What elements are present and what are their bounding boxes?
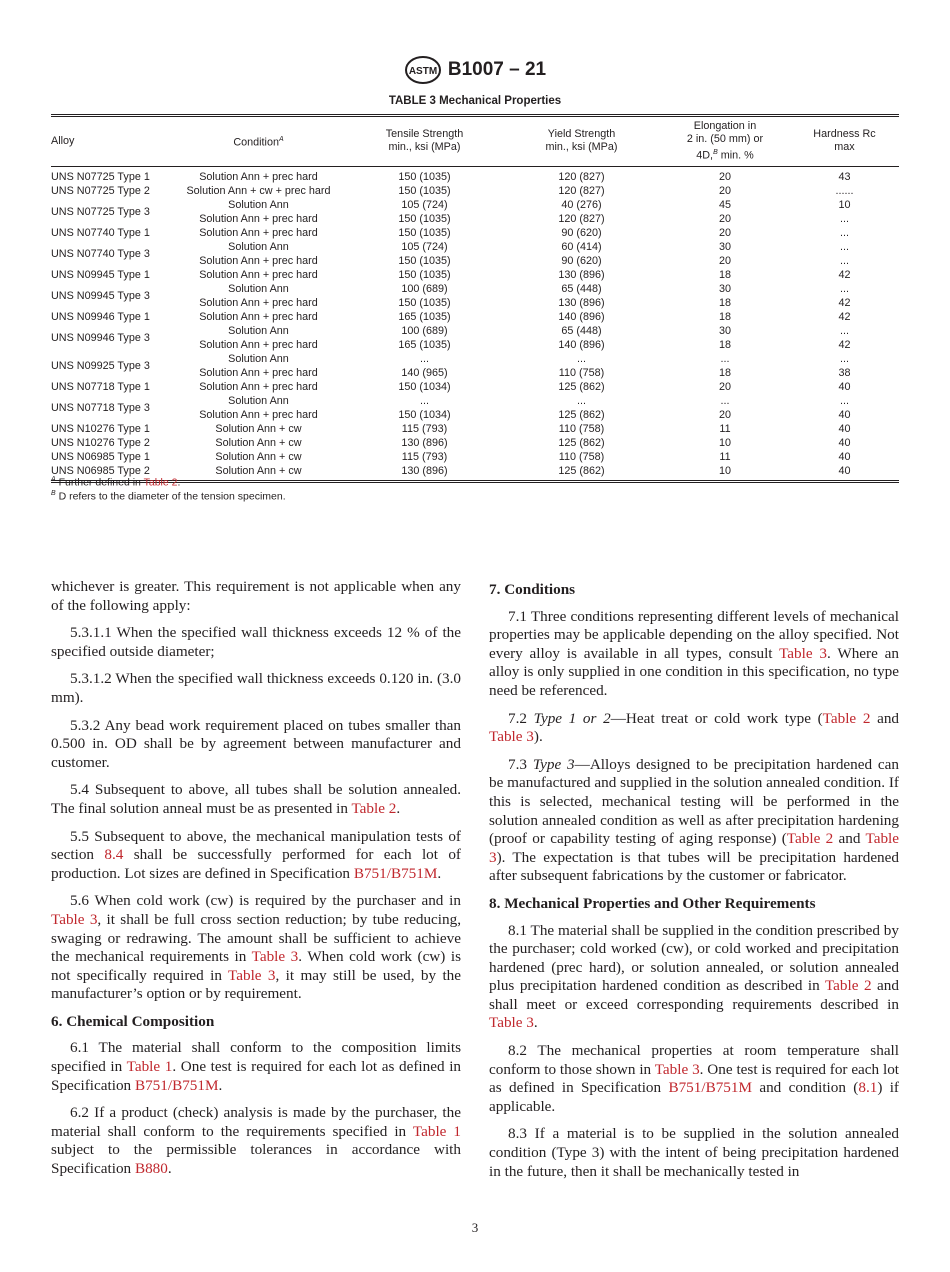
text: 6.1 The material shall conform to the composition limits specified in	[51, 1039, 461, 1076]
col-yield: Yield Strength min., ksi (MPa)	[503, 116, 660, 167]
elongation-cell: 18	[718, 310, 731, 323]
cross-reference-link[interactable]: Table 3	[489, 1014, 534, 1032]
alloy-cell: UNS N07725 Type 1	[51, 170, 150, 183]
text: and condition (	[752, 1079, 859, 1097]
paragraph	[51, 781, 461, 818]
table-row	[51, 338, 899, 352]
alloy-cell: UNS N07718 Type 3	[51, 401, 150, 414]
tensile-cell: 150 (1035)	[398, 296, 451, 309]
alloy-cell: UNS N07725 Type 3	[51, 205, 150, 218]
page-header	[0, 55, 950, 85]
page-number: 3	[471, 1220, 479, 1235]
text: 8.1 The material shall be supplied in the condition prescribed by the purchaser; cold worked (cw), or cold worked and precipitation hardened (prec hard), or solution annealed, or solution annealed plus precipitation hardened condition as described in	[489, 921, 899, 995]
hardness-cell: ...	[840, 226, 849, 239]
elongation-cell: 45	[718, 198, 731, 211]
text: . One test is required for each lot as defined in Specification	[489, 1060, 900, 1097]
condition-cell: Solution Ann + cw	[215, 436, 302, 449]
hardness-cell: 42	[838, 268, 851, 281]
paragraph	[489, 710, 899, 747]
hardness-cell: 40	[838, 380, 851, 393]
hardness-cell: 42	[838, 296, 851, 309]
elongation-cell: 10	[660, 464, 790, 482]
condition-cell: Solution Ann + cw	[215, 450, 302, 463]
elongation-cell: 20	[718, 212, 731, 225]
alloy-cell: UNS N10276 Type 2	[51, 436, 150, 449]
cross-reference-link[interactable]: B880	[134, 1160, 168, 1178]
table-row	[51, 240, 899, 254]
alloy-cell: UNS N07725 Type 2	[51, 184, 150, 197]
condition-cell: Solution Ann	[228, 282, 289, 295]
hardness-cell: ...	[840, 212, 849, 225]
text: , it may still be used, by the manufacturer’s option or by requirement.	[51, 966, 461, 1003]
cross-reference-link[interactable]: 8.4	[104, 846, 124, 864]
text: .	[167, 1160, 172, 1178]
col-tensile: Tensile Strength min., ksi (MPa)	[346, 116, 503, 167]
elongation-cell: 20	[718, 226, 731, 239]
cross-reference-link[interactable]: Table 2	[824, 977, 872, 995]
yield-cell: 130 (896)	[558, 296, 605, 309]
alloy-cell: UNS N09945 Type 1	[51, 268, 150, 281]
yield-cell: 110 (758)	[558, 450, 605, 463]
text: 5.6 When cold work (cw) is required by the purchaser and in	[70, 892, 461, 910]
yield-cell: ...	[577, 394, 586, 407]
text: 7.2	[508, 709, 534, 727]
hardness-cell: 40	[838, 450, 851, 463]
designation: B1007 – 21	[447, 59, 547, 80]
table-row	[51, 408, 899, 422]
left-column	[51, 578, 461, 1188]
elongation-cell: 10	[718, 436, 731, 449]
footnote-a	[51, 476, 180, 489]
paragraph	[489, 922, 899, 1034]
tensile-cell: 150 (1035)	[398, 226, 451, 239]
yield-cell: 130 (896)	[558, 268, 605, 281]
alloy-cell: UNS N06985 Type 2	[51, 464, 171, 482]
alloy-cell: UNS N07718 Type 1	[51, 380, 150, 393]
table-row	[51, 324, 899, 338]
section-heading	[489, 581, 899, 600]
elongation-cell: 18	[718, 268, 731, 281]
tensile-cell: 150 (1035)	[398, 254, 451, 267]
text: Further defined in	[55, 476, 144, 489]
yield-cell: 110 (758)	[558, 366, 605, 379]
elongation-cell: 20	[718, 408, 731, 421]
yield-cell: 120 (827)	[558, 184, 605, 197]
hardness-cell: 10	[838, 198, 851, 211]
elongation-cell: 30	[718, 282, 731, 295]
condition-cell: Solution Ann + prec hard	[199, 380, 318, 393]
condition-cell: Solution Ann + cw	[171, 464, 346, 482]
yield-cell: 90 (620)	[561, 254, 602, 267]
text: . When cold work (cw) is not specifically required in	[51, 948, 461, 984]
condition-cell: Solution Ann	[228, 240, 289, 253]
paragraph	[51, 892, 461, 1004]
footnote-mark: A	[51, 476, 56, 483]
table-row	[51, 282, 899, 296]
table-row	[51, 310, 899, 324]
text: 7. Conditions	[489, 581, 576, 598]
condition-cell: Solution Ann	[228, 352, 289, 365]
cross-reference-link[interactable]: Table 3	[489, 728, 534, 746]
table-row	[51, 268, 899, 282]
condition-cell: Solution Ann + prec hard	[199, 296, 318, 309]
tensile-cell: 150 (1035)	[398, 170, 451, 183]
hardness-cell: ...	[840, 282, 849, 295]
elongation-cell: 30	[718, 324, 731, 337]
table-row	[51, 380, 899, 394]
hardness-cell: 38	[838, 366, 851, 379]
tensile-cell: 115 (793)	[401, 450, 448, 463]
text: , it shall be full cross section reduction; by tube reducing, swaging or redrawing. The amount shall be sufficient to achieve the mechanical requirements in	[51, 910, 461, 966]
alloy-cell: UNS N07740 Type 3	[51, 247, 150, 260]
col-alloy: Alloy	[51, 116, 171, 167]
right-column	[489, 578, 899, 1190]
elongation-cell: 30	[718, 240, 731, 253]
yield-cell: 65 (448)	[561, 324, 602, 337]
yield-cell: 140 (896)	[558, 310, 605, 323]
condition-cell: Solution Ann + prec hard	[199, 170, 318, 183]
cross-reference-link[interactable]: Table 1	[126, 1058, 173, 1076]
text: whichever is greater. This requirement is not applicable when any of the following apply:	[51, 578, 461, 614]
table-row	[51, 436, 899, 450]
paragraph	[489, 756, 899, 886]
tensile-cell: 165 (1035)	[398, 310, 451, 323]
paragraph	[51, 1104, 461, 1178]
table-row	[51, 166, 899, 184]
text: and shall meet or exceed corresponding requirements described in	[489, 977, 899, 1013]
table-row	[51, 198, 899, 212]
alloy-cell: UNS N07740 Type 1	[51, 226, 150, 239]
svg-text:ASTM: ASTM	[408, 66, 438, 77]
col-condition: Condition$^A$	[171, 116, 346, 167]
hardness-cell: ...	[840, 254, 849, 267]
cross-reference-link[interactable]: Table 2	[143, 476, 178, 489]
text: .	[177, 476, 181, 489]
text: .	[396, 799, 401, 817]
table-row	[51, 422, 899, 436]
condition-cell: Solution Ann + prec hard	[199, 254, 318, 267]
text: 5.5 Subsequent to above, the mechanical manipulation tests of section	[51, 827, 461, 864]
hardness-cell: 40	[838, 408, 851, 421]
paragraph	[51, 828, 461, 884]
tensile-cell: 150 (1035)	[398, 212, 451, 225]
elongation-cell: 20	[718, 170, 731, 183]
text: ).	[533, 728, 543, 746]
tensile-cell: 115 (793)	[401, 422, 448, 435]
text: D refers to the diameter of the tension specimen.	[55, 490, 286, 503]
yield-cell: 110 (758)	[558, 422, 605, 435]
text: 8. Mechanical Properties and Other Requirements	[489, 894, 816, 912]
tensile-cell: ...	[420, 352, 429, 365]
paragraph	[489, 608, 899, 701]
hardness-cell: 43	[838, 170, 851, 183]
table-row	[51, 394, 899, 408]
text: shall be successfully performed for each lot of production. Lot sizes are defined in Specification	[51, 846, 461, 882]
tensile-cell: 150 (1034)	[398, 380, 451, 393]
tensile-cell: 130 (896)	[401, 436, 448, 449]
text: —Heat treat or cold work type (	[610, 709, 823, 727]
text: 5.3.1.2 When the specified wall thickness exceeds 0.120 in. (3.0 mm).	[51, 670, 461, 706]
text: 8.3 If a material is to be supplied in the solution annealed condition (Type 3) with the intent of being precipitation hardened in the future, then it shall be mechanically tested in	[489, 1125, 899, 1180]
elongation-cell: 11	[719, 422, 731, 435]
yield-cell: 40 (276)	[561, 198, 602, 211]
paragraph	[489, 1042, 899, 1116]
paragraph	[51, 670, 461, 707]
text: subject to the permissible tolerances in accordance with Specification	[51, 1141, 461, 1178]
text: ) if applicable.	[489, 1079, 899, 1115]
tensile-cell: ...	[420, 394, 429, 407]
condition-cell: Solution Ann	[228, 198, 289, 211]
condition-cell: Solution Ann	[228, 324, 289, 337]
table-title: TABLE 3 Mechanical Properties	[388, 95, 562, 107]
cross-reference-link[interactable]: B751/B751M	[353, 864, 438, 882]
yield-cell: 65 (448)	[561, 282, 602, 295]
text: .	[218, 1076, 223, 1094]
tensile-cell: 165 (1035)	[398, 338, 451, 351]
table-row	[51, 366, 899, 380]
cross-reference-link[interactable]: Table 2	[822, 709, 871, 727]
text: 8.2 The mechanical properties at room temperature shall conform to those shown in	[489, 1042, 899, 1078]
text: ). The expectation is that tubes will be precipitation hardened after subsequent fabrications by the customer or fabricator.	[489, 848, 899, 885]
cross-reference-link[interactable]: B751/B751M	[668, 1079, 752, 1097]
text: 5.4 Subsequent to above, all tubes shall be solution annealed. The final solution anneal must be as presented in	[51, 781, 461, 817]
table-row	[51, 352, 899, 366]
hardness-cell: ......	[835, 184, 854, 197]
elongation-cell: ...	[720, 394, 730, 407]
hardness-cell: 42	[838, 338, 851, 351]
text: 5.3.2 Any bead work requirement placed on tubes smaller than 0.500 in. OD shall be by agreement between manufacturer and customer.	[51, 716, 461, 771]
text: 6. Chemical Composition	[51, 1012, 215, 1030]
italic-text: Type 1 or 2	[533, 709, 611, 727]
table-row	[51, 450, 899, 464]
hardness-cell: 40	[790, 464, 899, 482]
paragraph	[51, 717, 461, 773]
hardness-cell: 40	[838, 422, 851, 435]
table-row	[51, 226, 899, 240]
text: 7.3	[508, 755, 533, 773]
condition-cell: Solution Ann + prec hard	[199, 366, 318, 379]
tensile-cell: 150 (1035)	[398, 268, 451, 281]
alloy-cell: UNS N09945 Type 3	[51, 289, 150, 302]
tensile-cell: 105 (724)	[401, 240, 448, 253]
text: .	[533, 1014, 538, 1032]
paragraph	[51, 624, 461, 661]
table-row	[51, 254, 899, 268]
yield-cell: 120 (827)	[558, 170, 605, 183]
text: 7.1 Three conditions representing different levels of mechanical properties may be applicable depending on the alloy specified. Not every alloy is available in all types, consult	[489, 607, 899, 662]
tensile-cell: 150 (1034)	[398, 408, 451, 421]
cross-reference-link[interactable]: Table 2	[786, 830, 834, 848]
condition-cell: Solution Ann + prec hard	[199, 338, 318, 351]
paragraph	[51, 578, 461, 615]
hardness-cell: ...	[840, 352, 849, 365]
cross-reference-link[interactable]: Table 3	[228, 966, 276, 984]
elongation-cell: 18	[718, 296, 731, 309]
hardness-cell: 42	[838, 310, 851, 323]
tensile-cell: 130 (896)	[346, 464, 503, 482]
italic-text: Type 3	[532, 755, 575, 773]
hardness-cell: ...	[840, 240, 849, 253]
alloy-cell: UNS N09946 Type 3	[51, 331, 150, 344]
condition-cell: Solution Ann + cw + prec hard	[186, 184, 331, 197]
table-row	[51, 212, 899, 226]
alloy-cell: UNS N06985 Type 1	[51, 450, 150, 463]
text: 6.2 If a product (check) analysis is made by the purchaser, the material shall conform to the requirements specified in	[51, 1104, 461, 1140]
paragraph	[51, 1039, 461, 1095]
condition-cell: Solution Ann	[228, 394, 289, 407]
alloy-cell: UNS N10276 Type 1	[51, 422, 150, 435]
cross-reference-link[interactable]: Table 2	[351, 799, 397, 817]
col-elongation: Elongation in 2 in. (50 mm) or 4D,$^B$ min. %	[660, 116, 790, 167]
yield-cell: 90 (620)	[561, 226, 602, 239]
cross-reference-link[interactable]: Table 3	[51, 910, 98, 928]
yield-cell: 60 (414)	[561, 240, 602, 253]
cross-reference-link[interactable]: Table 3	[779, 644, 828, 662]
hardness-cell: ...	[840, 324, 849, 337]
condition-cell: Solution Ann + cw	[215, 422, 302, 435]
elongation-cell: 20	[718, 254, 731, 267]
cross-reference-link[interactable]: B751/B751M	[134, 1076, 219, 1094]
cross-reference-link[interactable]: Table 3	[489, 830, 900, 866]
yield-cell: 125 (862)	[558, 436, 605, 449]
text: .	[437, 864, 442, 882]
yield-cell: 125 (862)	[558, 408, 605, 421]
elongation-cell: ...	[720, 352, 730, 365]
yield-cell: 120 (827)	[558, 212, 605, 225]
cross-reference-link[interactable]: Table 1	[412, 1122, 461, 1140]
elongation-cell: 20	[718, 380, 731, 393]
tensile-cell: 105 (724)	[401, 198, 448, 211]
condition-cell: Solution Ann + prec hard	[199, 226, 318, 239]
cross-reference-link[interactable]: Table 3	[251, 948, 299, 966]
yield-cell: 140 (896)	[558, 338, 605, 351]
text: —Alloys designed to be precipitation hardened can be manufactured and supplied in the solution annealed condition. If this is selected, mechanical testing will be performed in the solution annealed condition as well as after precipitation hardening (proof or capability testing of aging response) (	[489, 755, 899, 848]
mechanical-properties-table	[51, 114, 899, 483]
condition-cell: Solution Ann + prec hard	[199, 268, 318, 281]
condition-cell: Solution Ann + prec hard	[199, 408, 318, 421]
hardness-cell: 40	[838, 436, 851, 449]
tensile-cell: 140 (965)	[401, 366, 448, 379]
yield-cell: ...	[577, 352, 586, 365]
alloy-cell: UNS N09925 Type 3	[51, 359, 150, 372]
table-row	[51, 296, 899, 310]
paragraph	[489, 1125, 899, 1181]
text: . Where an alloy is only supplied in one condition in this specification, no type need be referenced.	[489, 644, 900, 699]
section-heading	[489, 895, 899, 914]
elongation-cell: 11	[719, 450, 731, 463]
text: and	[833, 830, 866, 848]
yield-cell: 125 (862)	[503, 464, 660, 482]
astm-logo-icon	[404, 55, 442, 85]
table-header-row	[51, 116, 899, 167]
elongation-cell: 18	[718, 366, 731, 379]
section-heading	[51, 1013, 461, 1032]
tensile-cell: 100 (689)	[401, 282, 448, 295]
tensile-cell: 100 (689)	[401, 324, 448, 337]
hardness-cell: ...	[840, 394, 849, 407]
alloy-cell: UNS N09946 Type 1	[51, 310, 150, 323]
text: . One test is required for each lot as defined in Specification	[51, 1058, 462, 1094]
elongation-cell: 18	[718, 338, 731, 351]
cross-reference-link[interactable]: Table 3	[654, 1060, 700, 1078]
condition-cell: Solution Ann + prec hard	[199, 212, 318, 225]
text: and	[870, 709, 900, 727]
elongation-cell: 20	[718, 184, 731, 197]
cross-reference-link[interactable]: 8.1	[858, 1079, 878, 1097]
footnote-mark: B	[51, 490, 56, 497]
tensile-cell: 150 (1035)	[398, 184, 451, 197]
col-hardness: Hardness Rc max	[790, 116, 899, 167]
text: 5.3.1.1 When the specified wall thickness exceeds 12 % of the specified outside diameter;	[51, 624, 461, 660]
footnote-b	[51, 490, 286, 503]
condition-cell: Solution Ann + prec hard	[199, 310, 318, 323]
table-row	[51, 184, 899, 198]
yield-cell: 125 (862)	[558, 380, 605, 393]
